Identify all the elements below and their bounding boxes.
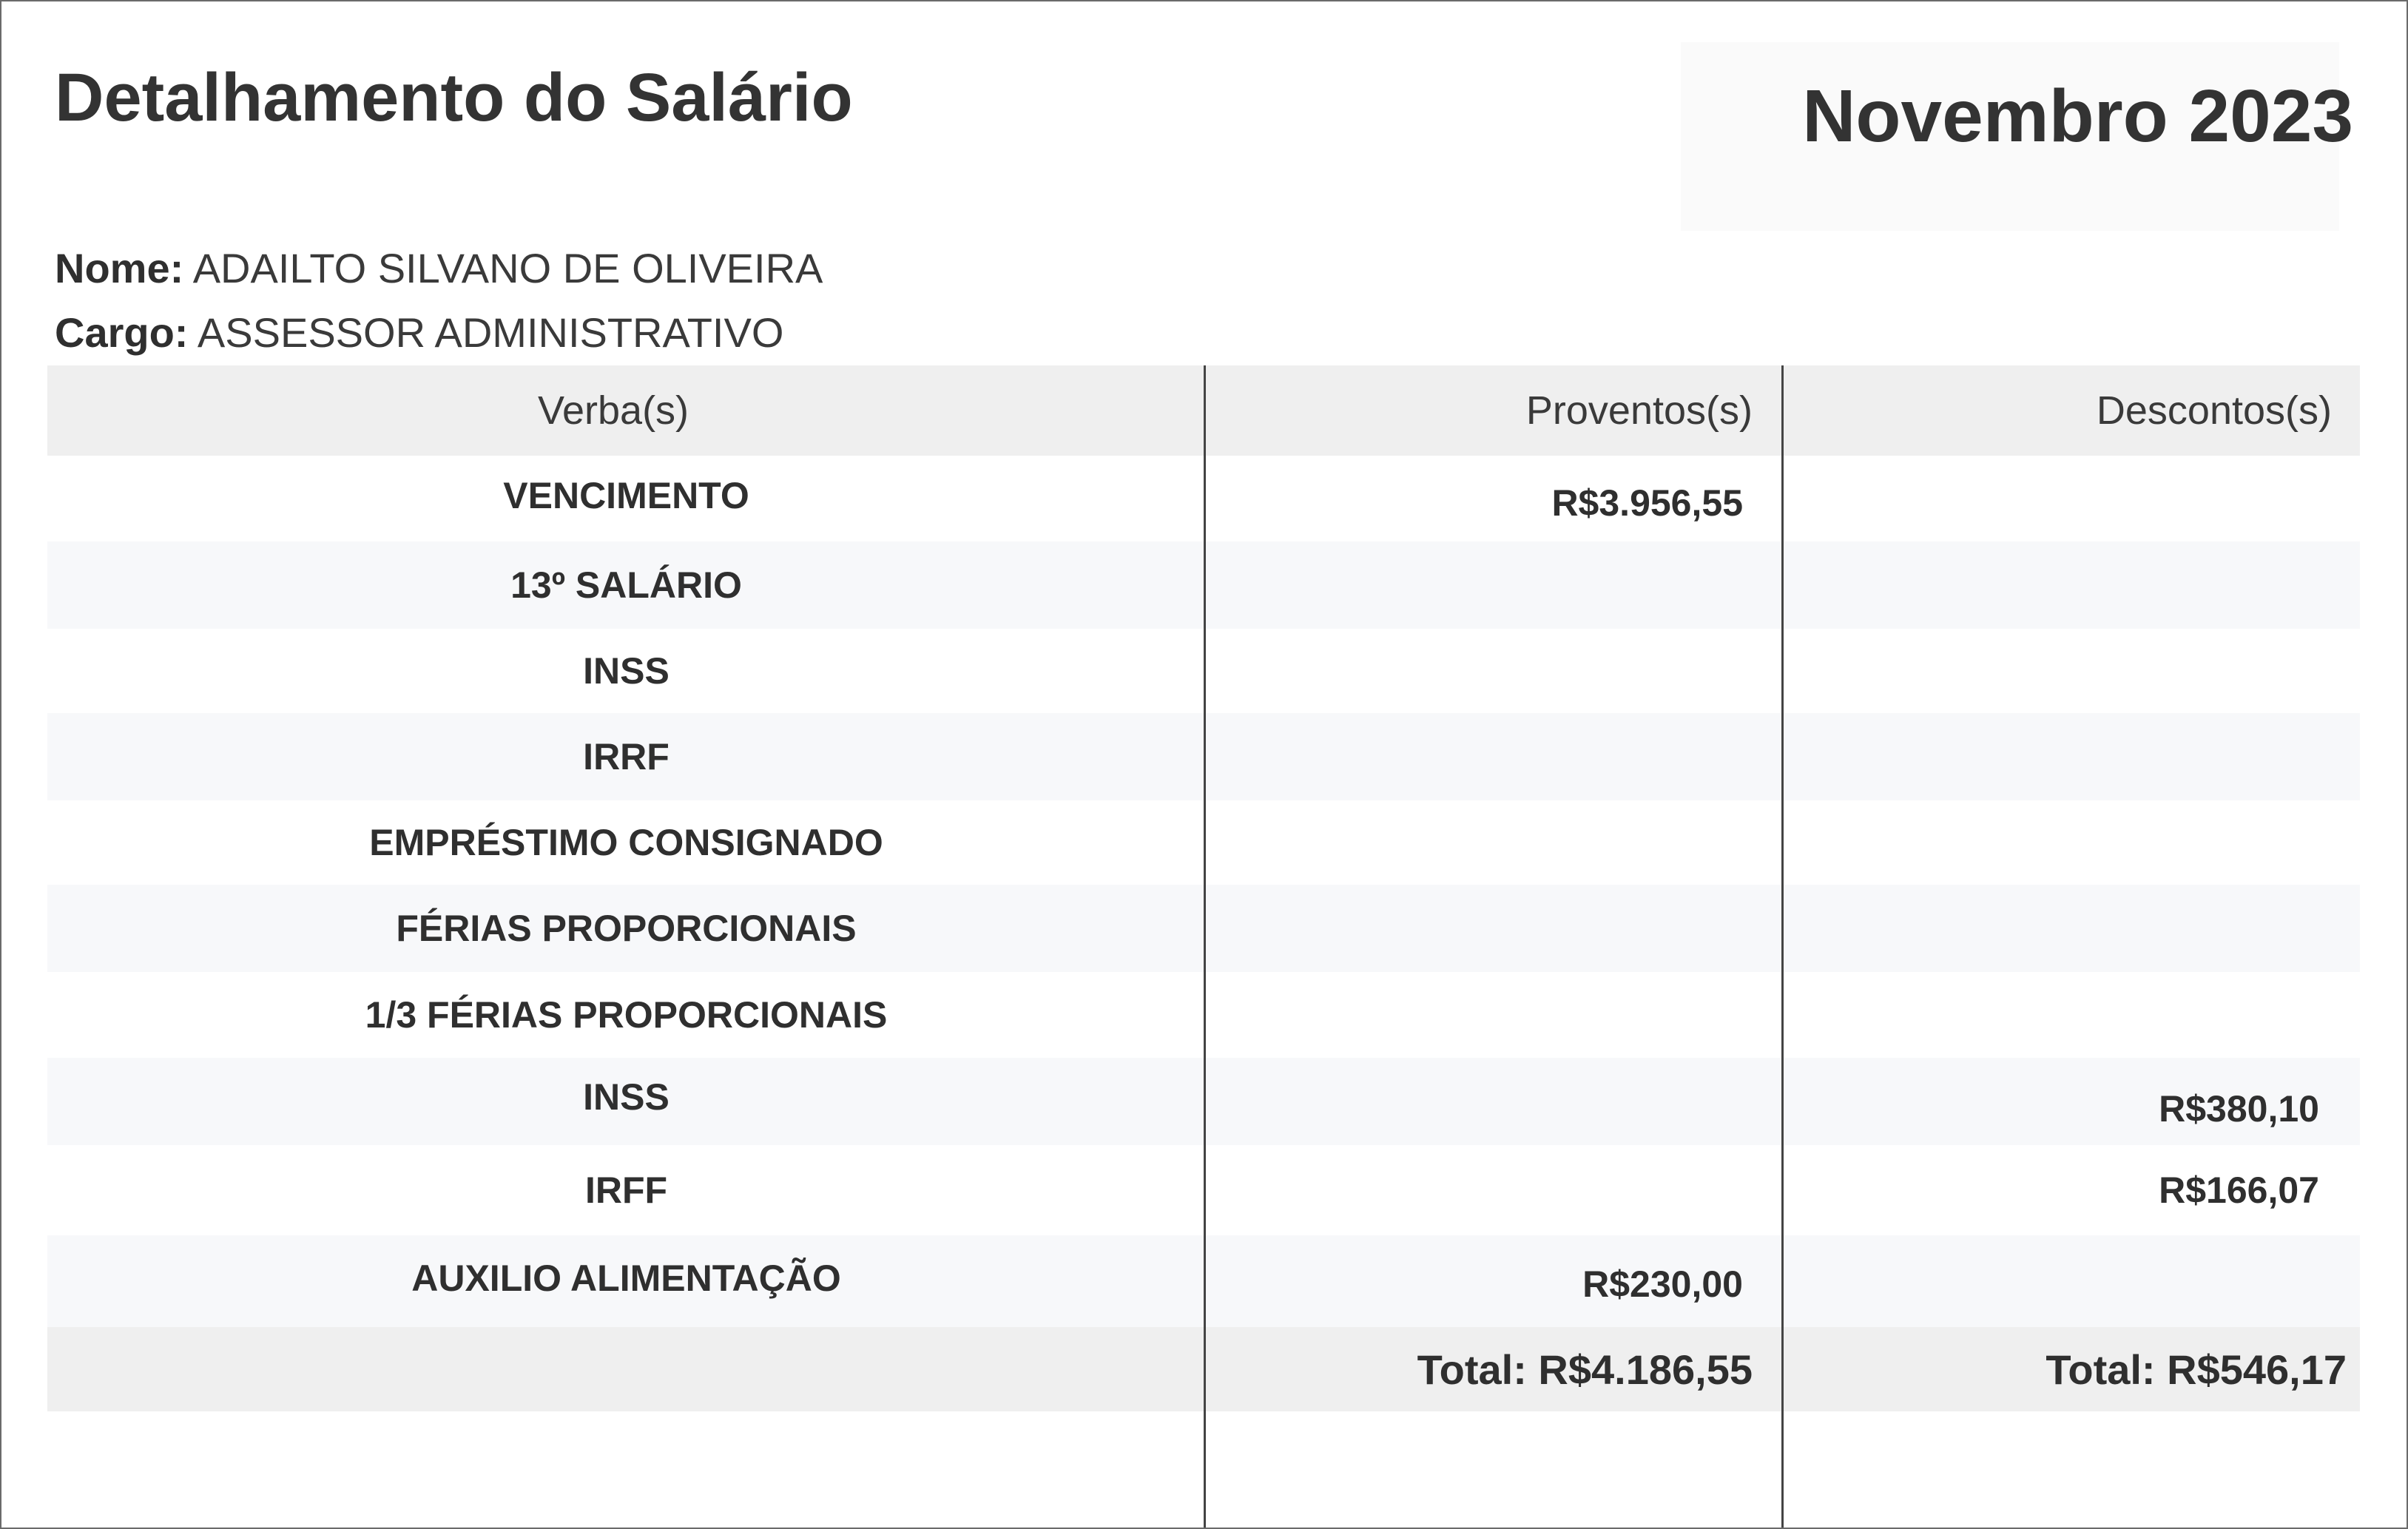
descontos-cell xyxy=(1784,456,2360,541)
descontos-cell xyxy=(1784,800,2360,885)
name-label: Nome: xyxy=(55,245,184,291)
total-verba-cell xyxy=(47,1327,1205,1411)
column-divider xyxy=(1204,365,1206,1528)
verba-cell: AUXILIO ALIMENTAÇÃO xyxy=(411,1258,841,1299)
proventos-cell: R$3.956,55 xyxy=(1551,482,1743,524)
descontos-cell xyxy=(1784,629,2360,713)
column-divider xyxy=(1781,365,1784,1528)
proventos-cell xyxy=(1205,1145,1784,1235)
descontos-cell xyxy=(1784,1235,2360,1327)
verba-cell: IRRF xyxy=(583,736,670,777)
proventos-cell xyxy=(1205,629,1784,713)
role-label: Cargo: xyxy=(55,309,189,356)
column-header-verba: Verba(s) xyxy=(537,388,689,433)
descontos-cell xyxy=(1784,541,2360,629)
total-descontos: Total: R$546,17 xyxy=(2046,1346,2347,1393)
verba-cell: 1/3 FÉRIAS PROPORCIONAIS xyxy=(365,994,888,1036)
employee-role xyxy=(55,308,783,357)
period-label: Novembro 2023 xyxy=(1802,75,2353,158)
column-header-proventos: Proventos(s) xyxy=(1525,388,1753,433)
employee-name xyxy=(55,244,823,292)
verba-cell: FÉRIAS PROPORCIONAIS xyxy=(396,908,857,949)
verba-cell: INSS xyxy=(583,1076,670,1118)
verba-cell: INSS xyxy=(583,650,670,692)
page-title: Detalhamento do Salário xyxy=(55,60,853,135)
column-header-descontos: Descontos(s) xyxy=(2096,388,2332,433)
proventos-cell xyxy=(1205,1058,1784,1145)
proventos-cell xyxy=(1205,800,1784,885)
proventos-cell xyxy=(1205,972,1784,1058)
descontos-cell xyxy=(1784,885,2360,972)
descontos-cell xyxy=(1784,972,2360,1058)
name-value: ADAILTO SILVANO DE OLIVEIRA xyxy=(192,245,823,291)
proventos-cell xyxy=(1205,713,1784,800)
descontos-cell xyxy=(1784,713,2360,800)
descontos-cell: R$166,07 xyxy=(2159,1169,2319,1211)
proventos-cell: R$230,00 xyxy=(1582,1263,1743,1305)
verba-cell: EMPRÉSTIMO CONSIGNADO xyxy=(369,822,883,863)
proventos-cell xyxy=(1205,541,1784,629)
verba-cell: IRFF xyxy=(584,1169,668,1211)
role-value: ASSESSOR ADMINISTRATIVO xyxy=(197,309,784,356)
verba-cell: VENCIMENTO xyxy=(503,475,749,516)
total-proventos: Total: R$4.186,55 xyxy=(1417,1346,1753,1393)
verba-cell: 13º SALÁRIO xyxy=(510,564,742,606)
proventos-cell xyxy=(1205,885,1784,972)
descontos-cell: R$380,10 xyxy=(2159,1088,2319,1130)
